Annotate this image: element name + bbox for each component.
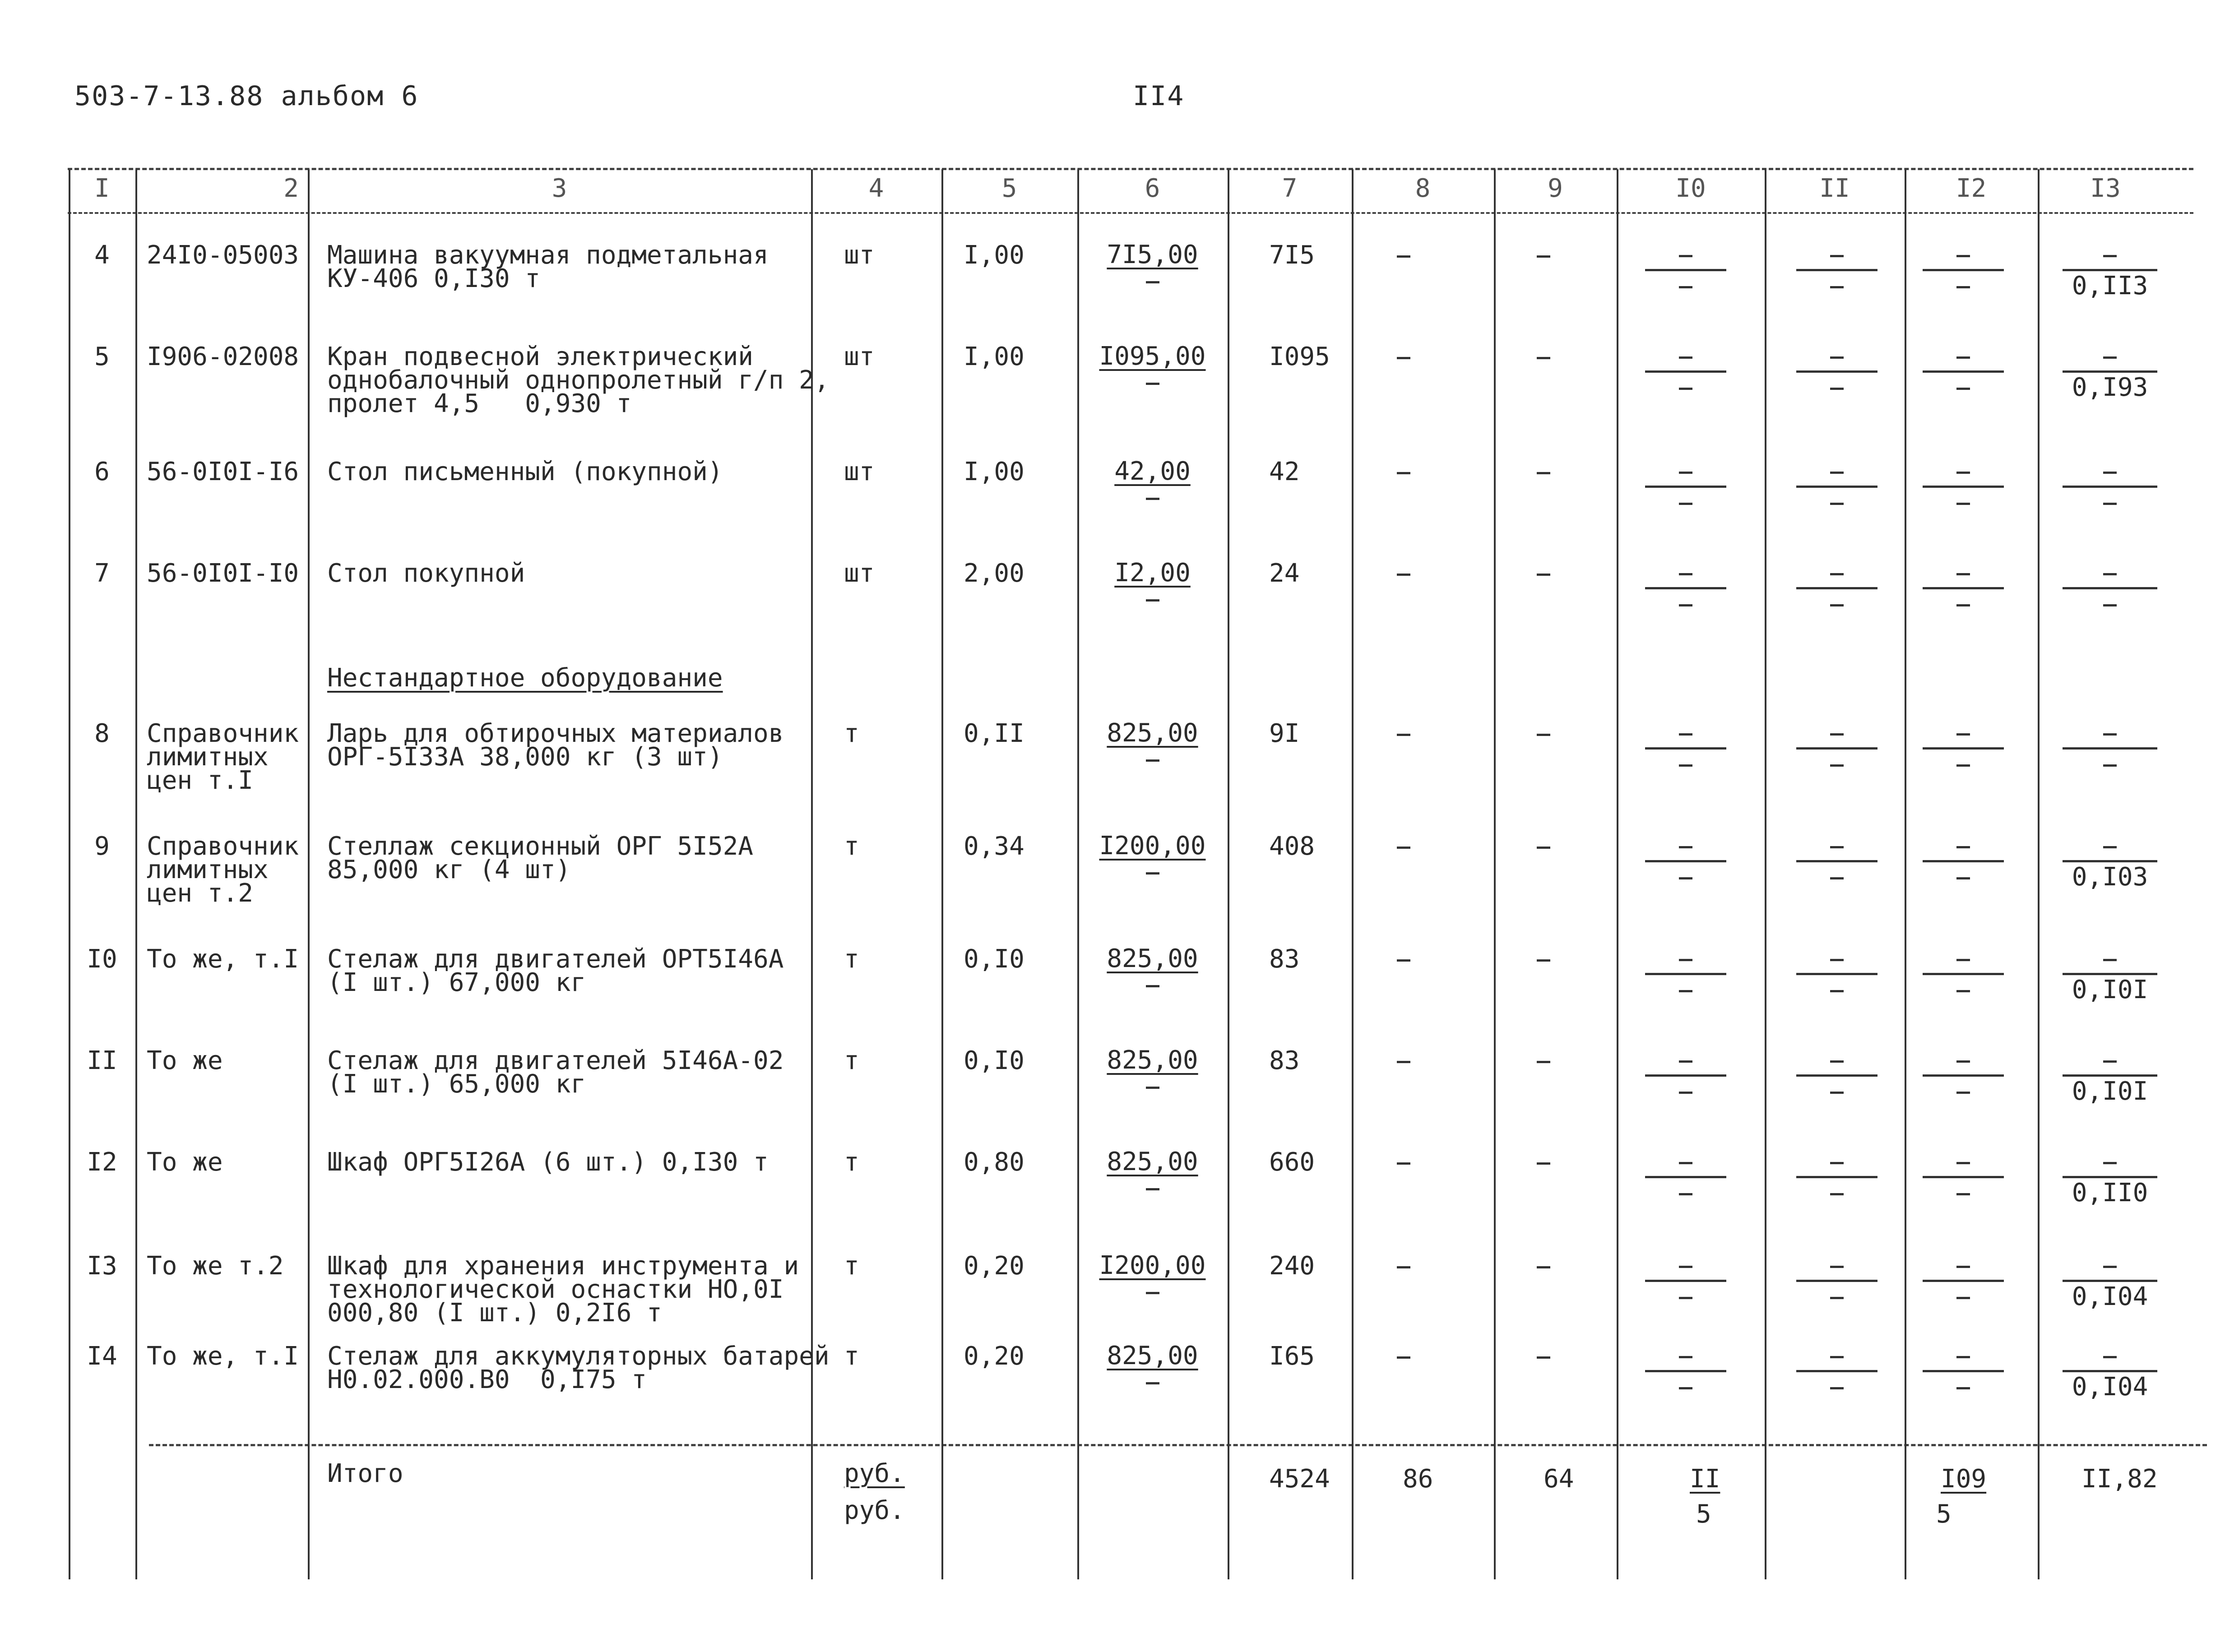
row-number: 9 bbox=[94, 832, 110, 861]
row-col11 bbox=[1794, 1149, 1880, 1206]
row-col9 bbox=[1537, 345, 1550, 369]
row-price-dash bbox=[1077, 1369, 1228, 1395]
total-col12-top: I09 bbox=[1941, 1464, 1987, 1494]
row-price-dash bbox=[1077, 268, 1228, 294]
row-price bbox=[1077, 720, 1228, 773]
row-name: Шкаф ОРГ5I26А (6 шт.) 0,I30 т bbox=[327, 1148, 769, 1177]
row-name: Стеллаж секционный ОРГ 5I52А 85,000 кг (4 шт) bbox=[327, 832, 754, 884]
row-col12 bbox=[1920, 1343, 2006, 1400]
row-col9 bbox=[1537, 460, 1550, 484]
row-price-value: 825,00 bbox=[1107, 944, 1198, 973]
row-quantity: I,00 bbox=[964, 457, 1024, 486]
row-name: Ларь для обтирочных материалов ОРГ-5I33А 38,000 кг (3 шт) bbox=[327, 719, 784, 772]
row-sum: 660 bbox=[1269, 1148, 1315, 1177]
row-sum: 240 bbox=[1269, 1251, 1315, 1281]
row-price bbox=[1077, 560, 1228, 612]
dash-mark bbox=[1397, 472, 1410, 474]
column-number: 4 bbox=[868, 174, 884, 203]
col-border bbox=[308, 169, 310, 1579]
column-number: I0 bbox=[1675, 174, 1706, 203]
row-col13 bbox=[2058, 946, 2162, 1003]
dash-mark bbox=[1537, 1356, 1550, 1359]
row-code: То же bbox=[147, 1148, 223, 1177]
row-code: То же, т.I bbox=[147, 944, 299, 974]
row-quantity: 0,I0 bbox=[964, 1046, 1024, 1075]
row-price-dash bbox=[1077, 370, 1228, 396]
dash-mark bbox=[1397, 1162, 1410, 1165]
row-col13 bbox=[2058, 242, 2162, 299]
row-price-value: I095,00 bbox=[1099, 342, 1206, 371]
dash-mark bbox=[1397, 1061, 1410, 1063]
row-price bbox=[1077, 343, 1228, 396]
row-price-value: I200,00 bbox=[1099, 1251, 1206, 1280]
row-number: I3 bbox=[87, 1251, 117, 1281]
row-number: I2 bbox=[87, 1148, 117, 1177]
row-col9 bbox=[1537, 244, 1550, 267]
dash-mark bbox=[1397, 357, 1410, 359]
row-quantity: 0,20 bbox=[964, 1342, 1024, 1371]
row-code: То же, т.I bbox=[147, 1342, 299, 1371]
row-sum: 408 bbox=[1269, 832, 1315, 861]
dash-mark bbox=[2103, 503, 2117, 505]
total-col8: 86 bbox=[1403, 1464, 1433, 1494]
col-border bbox=[1765, 169, 1766, 1579]
row-col10 bbox=[1643, 1047, 1729, 1105]
row-price-value: 825,00 bbox=[1107, 1147, 1198, 1176]
row-code: 56-0I0I-I0 bbox=[147, 559, 299, 588]
row-col9 bbox=[1537, 1151, 1550, 1174]
total-separator bbox=[149, 1444, 2207, 1446]
row-unit: т bbox=[844, 1046, 859, 1075]
row-number: I4 bbox=[87, 1342, 117, 1371]
row-unit: шт bbox=[844, 241, 875, 270]
row-col9 bbox=[1537, 835, 1550, 858]
row-col13-value: 0,I0I bbox=[2072, 975, 2148, 1004]
dash-mark bbox=[2103, 764, 2117, 767]
row-col8 bbox=[1397, 1049, 1410, 1073]
row-col12 bbox=[1920, 242, 2006, 299]
row-sum: 9I bbox=[1269, 719, 1300, 748]
row-col8 bbox=[1397, 244, 1410, 267]
row-code: 56-0I0I-I6 bbox=[147, 457, 299, 486]
row-col10 bbox=[1643, 1343, 1729, 1400]
dash-mark bbox=[1537, 847, 1550, 849]
row-price bbox=[1077, 1253, 1228, 1305]
row-name: Шкаф для хранения инструмента и технологической оснастки НО,0I 000,80 (I шт.) 0,2I6 т bbox=[327, 1251, 799, 1328]
row-name: Стелаж для двигателей 5I46А-02 (I шт.) 65,000 кг bbox=[327, 1046, 784, 1099]
row-price-dash bbox=[1077, 485, 1228, 511]
row-sum: 7I5 bbox=[1269, 241, 1315, 270]
document-code: 503-7-13.88 альбом 6 bbox=[74, 80, 419, 112]
row-unit: т bbox=[844, 1148, 859, 1177]
row-col13 bbox=[2058, 1149, 2162, 1206]
row-price-dash bbox=[1077, 859, 1228, 885]
row-col10 bbox=[1643, 560, 1729, 617]
row-sum: 83 bbox=[1269, 944, 1300, 974]
row-col8 bbox=[1397, 1345, 1410, 1368]
row-price-dash bbox=[1077, 586, 1228, 612]
row-col9 bbox=[1537, 1345, 1550, 1368]
dash-mark bbox=[1397, 574, 1410, 576]
dash-mark bbox=[1537, 1162, 1550, 1165]
total-col9: 64 bbox=[1544, 1464, 1574, 1494]
row-name: Стелаж для аккумуляторных батарей Н0.02.000.В0 0,I75 т bbox=[327, 1342, 830, 1394]
row-col13 bbox=[2058, 1047, 2162, 1105]
row-quantity: 0,20 bbox=[964, 1251, 1024, 1281]
row-price-value: 7I5,00 bbox=[1107, 240, 1198, 269]
row-col11 bbox=[1794, 242, 1880, 299]
row-col9 bbox=[1537, 1254, 1550, 1278]
dash-mark bbox=[1537, 959, 1550, 962]
row-code: I906-02008 bbox=[147, 342, 299, 371]
table-top-border bbox=[68, 168, 2193, 170]
row-col12 bbox=[1920, 1047, 2006, 1105]
row-col13-value bbox=[2058, 490, 2162, 516]
column-number: I bbox=[94, 174, 110, 203]
row-quantity: I,00 bbox=[964, 342, 1024, 371]
section-title: Нестандартное оборудование bbox=[327, 663, 723, 693]
dash-mark bbox=[1537, 357, 1550, 359]
row-col11 bbox=[1794, 458, 1880, 516]
row-col13-value: 0,I03 bbox=[2072, 862, 2148, 892]
row-col13-value bbox=[2058, 591, 2162, 617]
row-col8 bbox=[1397, 1254, 1410, 1278]
row-price-value: I2,00 bbox=[1114, 558, 1191, 588]
row-col10 bbox=[1643, 343, 1729, 401]
row-col8 bbox=[1397, 562, 1410, 585]
row-number: 5 bbox=[94, 342, 110, 371]
row-col8 bbox=[1397, 460, 1410, 484]
row-col10 bbox=[1643, 458, 1729, 516]
row-col13 bbox=[2058, 1343, 2162, 1400]
row-sum: 42 bbox=[1269, 457, 1300, 486]
row-col11 bbox=[1794, 946, 1880, 1003]
row-col8 bbox=[1397, 1151, 1410, 1174]
page-number: II4 bbox=[1133, 80, 1185, 112]
total-label: Итого bbox=[327, 1459, 403, 1488]
row-number: II bbox=[87, 1046, 117, 1075]
column-number: 2 bbox=[283, 174, 299, 203]
row-col10 bbox=[1643, 720, 1729, 777]
row-unit: т bbox=[844, 944, 859, 974]
dash-mark bbox=[1397, 734, 1410, 736]
row-col12 bbox=[1920, 720, 2006, 777]
row-col10 bbox=[1643, 946, 1729, 1003]
col-border bbox=[1905, 169, 1906, 1579]
row-number: 6 bbox=[94, 457, 110, 486]
row-col9 bbox=[1537, 1049, 1550, 1073]
row-col13-value: 0,II0 bbox=[2072, 1178, 2148, 1208]
row-quantity: 0,II bbox=[964, 719, 1024, 748]
row-price bbox=[1077, 946, 1228, 998]
row-unit: т bbox=[844, 832, 859, 861]
row-col10 bbox=[1643, 242, 1729, 299]
row-col12 bbox=[1920, 833, 2006, 890]
column-number: 3 bbox=[552, 174, 567, 203]
col-border bbox=[1352, 169, 1354, 1579]
dash-mark bbox=[1397, 847, 1410, 849]
column-number: 9 bbox=[1548, 174, 1563, 203]
row-col11 bbox=[1794, 1047, 1880, 1105]
column-number: 6 bbox=[1145, 174, 1160, 203]
row-col13 bbox=[2058, 343, 2162, 401]
row-code: 24I0-05003 bbox=[147, 241, 299, 270]
dash-mark bbox=[1397, 255, 1410, 258]
row-quantity: I,00 bbox=[964, 241, 1024, 270]
row-price bbox=[1077, 1343, 1228, 1395]
dash-mark bbox=[1397, 1356, 1410, 1359]
row-col8 bbox=[1397, 345, 1410, 369]
row-price-value: 825,00 bbox=[1107, 718, 1198, 748]
row-col13-value bbox=[2058, 751, 2162, 777]
row-col8 bbox=[1397, 948, 1410, 971]
row-name: Кран подвесной электрический однобалочный однопролетный г/п 2, пролет 4,5 0,930 т bbox=[327, 342, 830, 418]
row-col13-value: 0,I0I bbox=[2072, 1077, 2148, 1106]
row-col13-value: 0,I04 bbox=[2072, 1282, 2148, 1311]
column-number: I3 bbox=[2090, 174, 2121, 203]
row-price-value: 42,00 bbox=[1114, 457, 1191, 486]
row-col10 bbox=[1643, 1149, 1729, 1206]
row-price-dash bbox=[1077, 972, 1228, 998]
dash-mark bbox=[1537, 574, 1550, 576]
total-col10-top: II bbox=[1690, 1464, 1720, 1494]
row-col9 bbox=[1537, 948, 1550, 971]
total-unit-bottom: руб. bbox=[844, 1496, 905, 1525]
col-border bbox=[1617, 169, 1618, 1579]
row-number: 7 bbox=[94, 559, 110, 588]
total-col10-bottom: 5 bbox=[1696, 1499, 1711, 1529]
row-price-dash bbox=[1077, 1074, 1228, 1100]
row-name: Стелаж для двигателей ОРТ5I46А (I шт.) 67,000 кг bbox=[327, 944, 784, 997]
row-col11 bbox=[1794, 560, 1880, 617]
row-unit: шт bbox=[844, 457, 875, 486]
row-col11 bbox=[1794, 343, 1880, 401]
row-number: 8 bbox=[94, 719, 110, 748]
row-col10 bbox=[1643, 833, 1729, 890]
column-number: I2 bbox=[1956, 174, 1987, 203]
row-sum: I095 bbox=[1269, 342, 1330, 371]
total-unit-top: руб. bbox=[844, 1459, 905, 1488]
row-name: Стол покупной bbox=[327, 559, 525, 588]
total-col12-bottom: 5 bbox=[1936, 1499, 1952, 1529]
col-border bbox=[1494, 169, 1496, 1579]
col-border bbox=[1228, 169, 1229, 1579]
row-col9 bbox=[1537, 722, 1550, 745]
row-name: Машина вакуумная подметальная КУ-406 0,I30 т bbox=[327, 241, 769, 293]
row-col11 bbox=[1794, 720, 1880, 777]
row-code: Справочник лимитных цен т.I bbox=[147, 719, 299, 795]
row-col11 bbox=[1794, 1343, 1880, 1400]
dash-mark bbox=[1397, 1266, 1410, 1268]
row-price-dash bbox=[1077, 746, 1228, 773]
row-col8 bbox=[1397, 835, 1410, 858]
row-col12 bbox=[1920, 1149, 2006, 1206]
row-col10 bbox=[1643, 1253, 1729, 1310]
row-price bbox=[1077, 1149, 1228, 1201]
col-border bbox=[941, 169, 943, 1579]
row-col11 bbox=[1794, 833, 1880, 890]
column-number: 8 bbox=[1415, 174, 1431, 203]
row-price bbox=[1077, 458, 1228, 511]
col-border bbox=[135, 169, 137, 1579]
row-col13-value: 0,II3 bbox=[2072, 271, 2148, 301]
row-unit: т bbox=[844, 719, 859, 748]
row-quantity: 0,34 bbox=[964, 832, 1024, 861]
row-unit: т bbox=[844, 1251, 859, 1281]
dash-mark bbox=[1537, 734, 1550, 736]
row-code: То же bbox=[147, 1046, 223, 1075]
row-col11 bbox=[1794, 1253, 1880, 1310]
row-sum: 83 bbox=[1269, 1046, 1300, 1075]
row-price bbox=[1077, 1047, 1228, 1100]
row-price-value: 825,00 bbox=[1107, 1341, 1198, 1370]
header-separator bbox=[68, 212, 2193, 214]
column-number: II bbox=[1819, 174, 1850, 203]
row-price-value: 825,00 bbox=[1107, 1046, 1198, 1075]
dash-mark bbox=[1397, 959, 1410, 962]
dash-mark bbox=[1537, 1061, 1550, 1063]
total-sum: 4524 bbox=[1269, 1464, 1330, 1494]
dash-mark bbox=[1537, 255, 1550, 258]
dash-mark bbox=[2103, 604, 2117, 606]
row-col13 bbox=[2058, 560, 2162, 617]
row-col12 bbox=[1920, 946, 2006, 1003]
col-border bbox=[2038, 169, 2040, 1579]
row-price bbox=[1077, 833, 1228, 885]
dash-mark bbox=[1537, 1266, 1550, 1268]
row-col9 bbox=[1537, 562, 1550, 585]
row-name: Стол письменный (покупной) bbox=[327, 457, 723, 486]
row-col12 bbox=[1920, 1253, 2006, 1310]
row-col13 bbox=[2058, 458, 2162, 516]
row-col12 bbox=[1920, 343, 2006, 401]
column-number: 7 bbox=[1282, 174, 1298, 203]
row-col12 bbox=[1920, 458, 2006, 516]
row-col12 bbox=[1920, 560, 2006, 617]
column-number: 5 bbox=[1001, 174, 1017, 203]
row-price-dash bbox=[1077, 1175, 1228, 1201]
row-sum: 24 bbox=[1269, 559, 1300, 588]
row-quantity: 0,80 bbox=[964, 1148, 1024, 1177]
row-quantity: 0,I0 bbox=[964, 944, 1024, 974]
row-col13-value: 0,I04 bbox=[2072, 1372, 2148, 1402]
row-code: То же т.2 bbox=[147, 1251, 284, 1281]
row-unit: шт bbox=[844, 342, 875, 371]
row-number: 4 bbox=[94, 241, 110, 270]
row-code: Справочник лимитных цен т.2 bbox=[147, 832, 299, 908]
total-col13: II,82 bbox=[2081, 1464, 2158, 1494]
row-sum: I65 bbox=[1269, 1342, 1315, 1371]
row-price-dash bbox=[1077, 1279, 1228, 1305]
row-price-value: I200,00 bbox=[1099, 831, 1206, 861]
dash-mark bbox=[1537, 472, 1550, 474]
row-price bbox=[1077, 242, 1228, 294]
row-col13 bbox=[2058, 720, 2162, 777]
row-unit: шт bbox=[844, 559, 875, 588]
row-col13 bbox=[2058, 833, 2162, 890]
row-col8 bbox=[1397, 722, 1410, 745]
row-quantity: 2,00 bbox=[964, 559, 1024, 588]
row-col13 bbox=[2058, 1253, 2162, 1310]
row-unit: т bbox=[844, 1342, 859, 1371]
row-col13-value: 0,I93 bbox=[2072, 373, 2148, 402]
row-number: I0 bbox=[87, 944, 117, 974]
